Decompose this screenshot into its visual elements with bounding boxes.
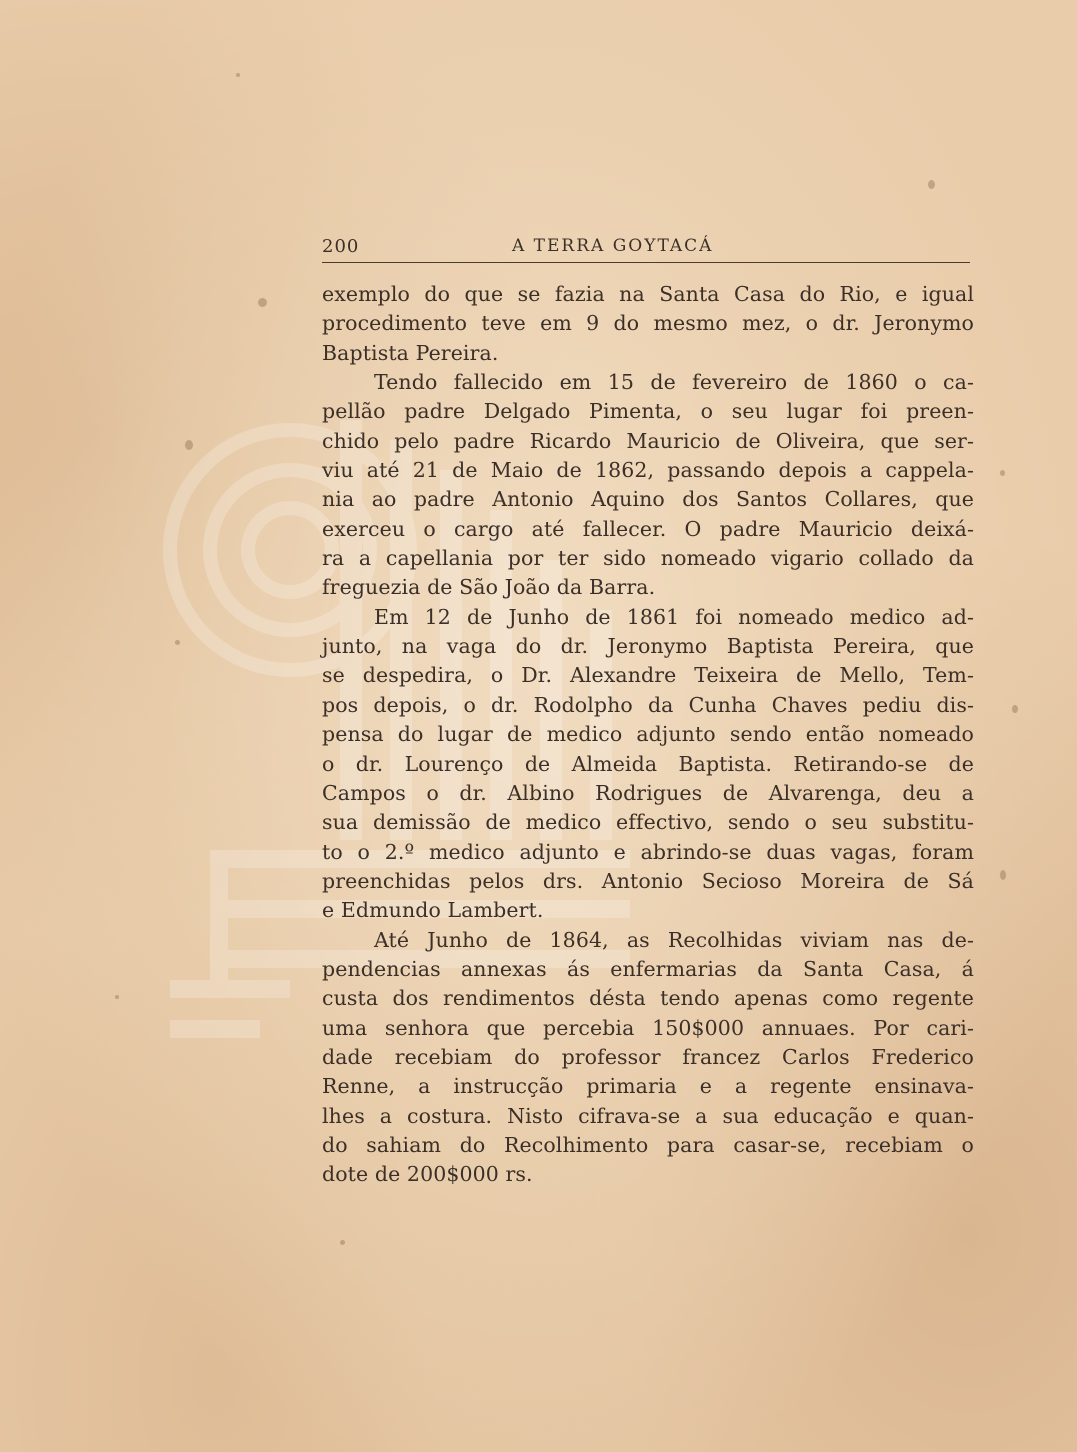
text-line: exemplo do que se fazia na Santa Casa do Rio, e igual [322,282,974,306]
text-line: custa dos rendimentos désta tendo apenas como regente [322,986,974,1011]
paper-speck [1000,870,1006,880]
text-line: chido pelo padre Ricardo Mauricio de Oliveira, que ser- [322,428,974,453]
text-line: freguezia de São João da Barra. [322,575,656,600]
paragraph [322,603,974,926]
paper-speck [115,995,119,999]
paper-speck [928,180,935,189]
text-line: sua demissão de medico effectivo, sendo o seu substitu- [322,810,974,835]
paper-speck [175,640,180,645]
paper-speck [1000,470,1005,476]
text-line: Até Junho de 1864, as Recolhidas viviam nas de- [374,927,974,952]
text-line: viu até 21 de Maio de 1862, passando depois a cappela- [322,458,974,483]
text-line: pensa do lugar de medico adjunto sendo então nomeado [322,722,974,747]
paper-speck [236,73,240,77]
text-line: to o 2.º medico adjunto e abrindo-se duas vagas, foram [322,839,974,864]
running-head [322,232,970,263]
text-line: nia ao padre Antonio Aquino dos Santos Collares, que [322,487,974,512]
text-line: junto, na vaga do dr. Jeronymo Baptista Pereira, que [322,634,974,659]
text-line: ra a capellania por ter sido nomeado vigario collado da [322,546,974,571]
text-line: se despedira, o Dr. Alexandre Teixeira de Mello, Tem- [322,663,974,688]
text-line: exerceu o cargo até fallecer. O padre Mauricio deixá- [322,516,974,541]
paper-speck [1012,705,1018,713]
page-number: 200 [322,236,360,257]
text-line: Renne, a instrucção primaria e a regente ensinava- [322,1074,974,1099]
body-text [322,280,974,1190]
paper-speck [340,1240,345,1245]
text-line: Tendo fallecido em 15 de fevereiro de 1860 o ca- [374,370,974,395]
text-line: pellão padre Delgado Pimenta, o seu lugar foi preen- [322,399,974,424]
text-line: dote de 200$000 rs. [322,1162,533,1187]
text-line: do sahiam do Recolhimento para casar-se, recebiam o [322,1132,974,1157]
paper-speck [185,440,193,450]
book-title: A TERRA GOYTACÁ [512,236,714,256]
paragraph [322,368,974,603]
text-line: Baptista Pereira. [322,340,499,365]
text-line: uma senhora que percebia 150$000 annuaes. Por cari- [322,1015,974,1040]
text-line: dade recebiam do professor francez Carlos Frederico [322,1044,974,1069]
text-line: procedimento teve em 9 do mesmo mez, o dr. Jeronymo [322,311,974,336]
text-line: o dr. Lourenço de Almeida Baptista. Retirando-se de [322,751,974,776]
text-line: Em 12 de Junho de 1861 foi nomeado medico ad- [374,604,974,629]
paragraph [322,926,974,1190]
text-line: Campos o dr. Albino Rodrigues de Alvarenga, deu a [322,780,974,805]
text-line: pos depois, o dr. Rodolpho da Cunha Chaves pediu dis- [322,692,974,717]
paper-speck [258,298,267,307]
text-line: pendencias annexas ás enfermarias da Santa Casa, á [322,956,974,981]
text-line: e Edmundo Lambert. [322,898,544,923]
paragraph [322,280,974,368]
text-line: preenchidas pelos drs. Antonio Secioso Moreira de Sá [322,868,974,893]
text-line: lhes a costura. Nisto cifrava-se a sua educação e quan- [322,1103,974,1128]
